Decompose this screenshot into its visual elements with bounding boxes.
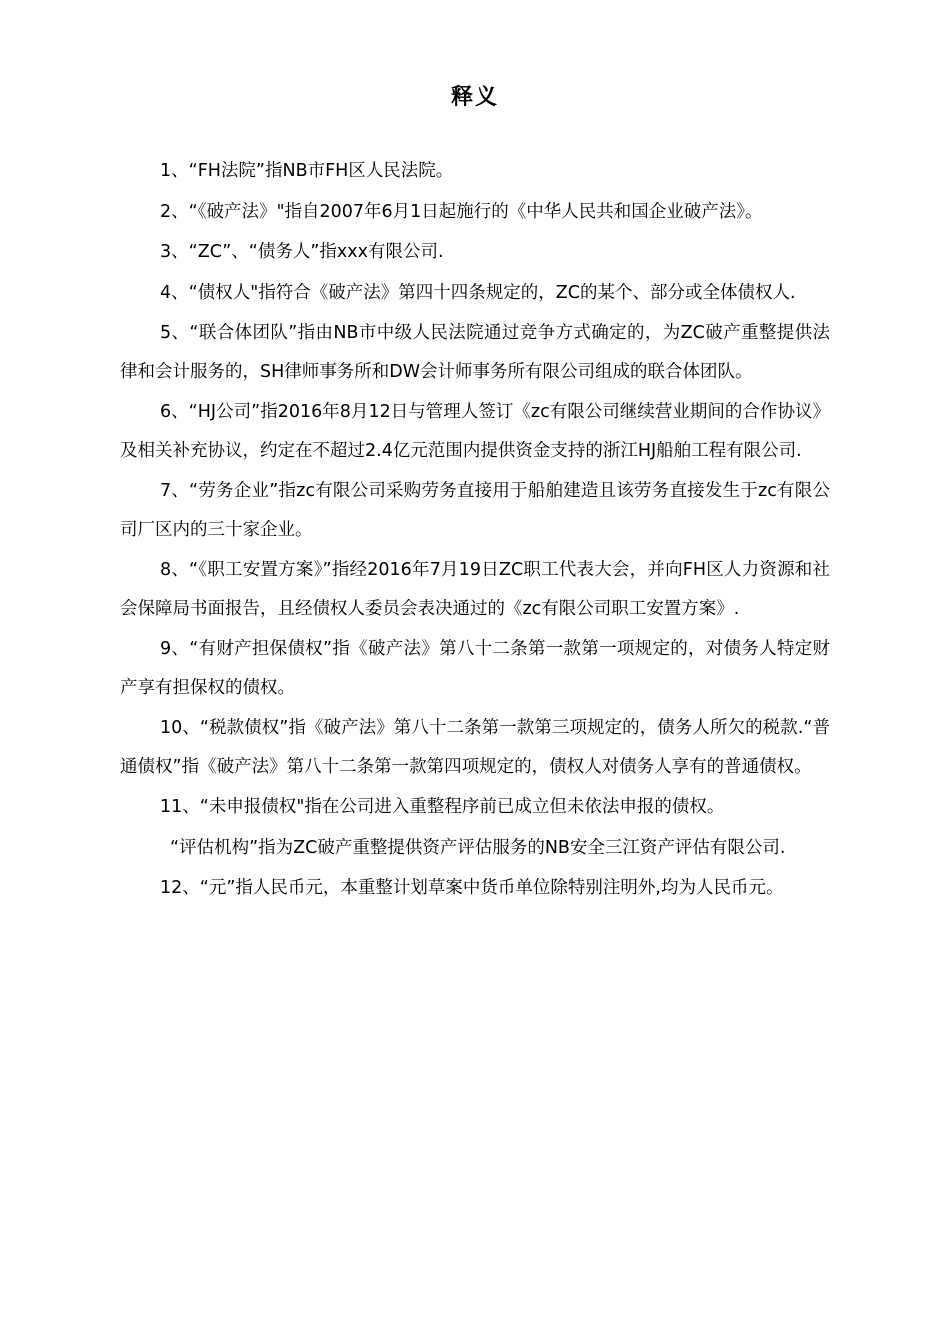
- definition-1: 1、“FH法院”指NB市FH区人民法院。: [160, 161, 454, 181]
- definition-3: 3、“ZC”、“债务人”指xxx有限公司.: [160, 242, 444, 262]
- definition-appraisal-agency: “评估机构”指为ZC破产重整提供资产评估服务的NB安全三江资产评估有限公司.: [170, 837, 786, 858]
- definition-10: 10、“税款债权”指《破产法》第八十二条第一款第三项规定的，债务人所欠的税款.“普通债权”指《破产法》第八十二条第一款第四项规定的，债权人对债务人享有的普通债权。: [120, 718, 830, 777]
- definition-6: 6、“HJ公司”指2016年8月12日与管理人签订《zc有限公司继续营业期间的合作协议》及相关补充协议，约定在不超过2.4亿元范围内提供资金支持的浙江HJ船舶工程有限公司.: [120, 402, 830, 461]
- definition-2: 2、“《破产法》"指自2007年6月1日起施行的《中华人民共和国企业破产法》。: [160, 201, 763, 222]
- definition-5: 5、“联合体团队”指由NB市中级人民法院通过竞争方式确定的，为ZC破产重整提供法律和会计服务的，SH律师事务所和DW会计师事务所有限公司组成的联合体团队。: [120, 323, 830, 382]
- definition-11: 11、“未申报债权"指在公司进入重整程序前已成立但未依法申报的债权。: [160, 797, 725, 817]
- definition-9: 9、“有财产担保债权”指《破产法》第八十二条第一款第一项规定的，对债务人特定财产享有担保权的债权。: [120, 639, 830, 698]
- definition-12: 12、“元”指人民币元，本重整计划草案中货币单位除特别注明外,均为人民币元。: [160, 878, 784, 898]
- definition-8: 8、“《职工安置方案》”指经2016年7月19日ZC职工代表大会，并向FH区人力资源和社会保障局书面报告，且经债权人委员会表决通过的《zc有限公司职工安置方案》.: [120, 560, 830, 619]
- definitions-list: [120, 152, 830, 910]
- document-title: 释义: [450, 85, 499, 110]
- definition-4: 4、“债权人"指符合《破产法》第四十四条规定的，ZC的某个、部分或全体债权人.: [160, 282, 796, 303]
- definition-7: 7、“劳务企业”指zc有限公司采购劳务直接用于船舶建造且该劳务直接发生于zc有限公司厂区内的三十家企业。: [120, 481, 830, 540]
